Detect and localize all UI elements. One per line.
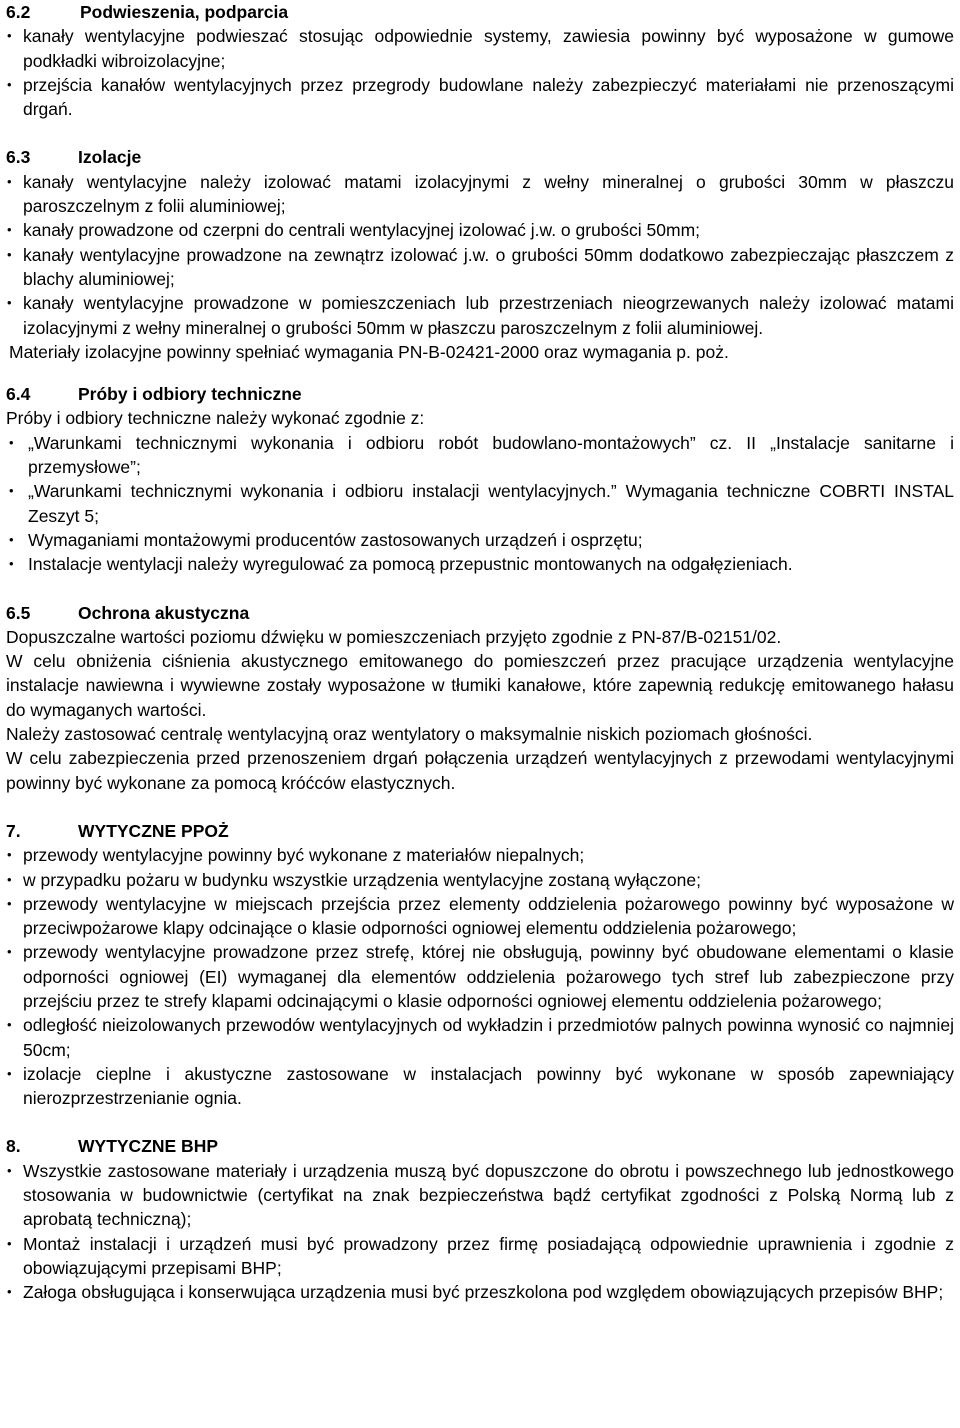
section-heading: [6, 601, 954, 625]
section-6-3: [6, 145, 954, 364]
section-number: 6.4: [6, 384, 31, 405]
list-item: • kanały prowadzone od czerpni do centrali wentylacyjnej izolować j.w. o grubości 50mm;: [6, 218, 954, 242]
section-6-5: [6, 601, 954, 795]
standard-note: Materiały izolacyjne powinny spełniać wymagania PN-B-02421-2000 oraz wymagania p. poż.: [9, 341, 729, 362]
list-item: • kanały wentylacyjne podwieszać stosując odpowiednie systemy, zawiesia powinny być wyposażone w gumowe podkładki wibroizolacyjne;: [6, 24, 954, 73]
section-heading: [6, 1134, 954, 1158]
section-title: Podwieszenia, podparcia: [80, 2, 289, 22]
paragraph: W celu obniżenia ciśnienia akustycznego emitowanego do pomieszczeń przez pracujące urządzenia wentylacyjne instalacje nawiewna i wywiewne zostały wyposażone w tłumiki kanałowe, które zapewnią redukcję emitowanego hałasu do wymaganych wartości.: [6, 651, 954, 720]
bullet-list: [6, 170, 954, 340]
section-6-4: [6, 382, 954, 576]
list-item: • „Warunkami technicznymi wykonania i odbioru robót budowlano-montażowych” cz. II „Instalacje sanitarne i przemysłowe”;: [6, 431, 954, 480]
list-item: • Załoga obsługująca i konserwująca urządzenia musi być przeszkolona pod względem obowiązujących przepisów BHP;: [6, 1280, 954, 1304]
intro-paragraph: Próby i odbiory techniczne należy wykonać zgodnie z:: [6, 408, 425, 429]
list-item: • odległość nieizolowanych przewodów wentylacyjnych od wykładzin i przedmiotów palnych powinna wynosić co najmniej 50cm;: [6, 1013, 954, 1062]
section-heading: [6, 382, 954, 406]
paragraph: Dopuszczalne wartości poziomu dźwięku w pomieszczeniach przyjęto zgodnie z PN-87/B-02151/02.: [6, 626, 782, 647]
section-title: WYTYCZNE PPOŻ: [78, 820, 229, 841]
section-6-2: [6, 0, 954, 121]
section-title: Próby i odbiory techniczne: [78, 384, 302, 405]
section-heading: [6, 0, 954, 24]
bullet-list: [6, 1159, 954, 1305]
section-title: Ochrona akustyczna: [78, 602, 250, 623]
bullet-list: [6, 24, 954, 121]
list-item: • kanały wentylacyjne prowadzone na zewnątrz izolować j.w. o grubości 50mm dodatkowo zabezpieczając płaszczem z blachy aluminiowej;: [6, 243, 954, 292]
paragraph: Należy zastosować centralę wentylacyjną oraz wentylatory o maksymalnie niskich poziomach głośności.: [6, 724, 813, 745]
list-item: • kanały wentylacyjne prowadzone w pomieszczeniach lub przestrzeniach nieogrzewanych należy izolować matami izolacyjnymi z wełny mineralnej o grubości 50mm w płaszczu paroszczelnym z folii aluminiowej.: [6, 291, 954, 340]
list-item: • Wszystkie zastosowane materiały i urządzenia muszą być dopuszczone do obrotu i powszechnego lub jednostkowego stosowania w budownictwie (certyfikat na znak bezpieczeństwa bądź certyfikat zgodności z Polską Normą lub z aprobatą techniczną);: [6, 1159, 954, 1232]
list-item: • izolacje cieplne i akustyczne zastosowane w instalacjach powinny być wykonane w sposób zapewniający nierozprzestrzenianie ognia.: [6, 1062, 954, 1111]
section-number: 6.3: [6, 147, 31, 168]
list-item: • kanały wentylacyjne należy izolować matami izolacyjnymi z wełny mineralnej o grubości 30mm w płaszczu paroszczelnym z folii aluminiowej;: [6, 170, 954, 219]
section-number: 6.5: [6, 602, 31, 623]
section-number: 6.2: [6, 2, 31, 22]
list-item: • przewody wentylacyjne w miejscach przejścia przez elementy oddzielenia pożarowego powinny być wyposażone w przeciwpożarowe klapy odcinające o klasie odporności ogniowej elementu oddzielenia pożarowego;: [6, 892, 954, 941]
bullet-list: [6, 431, 954, 577]
list-item: • Montaż instalacji i urządzeń musi być prowadzony przez firmę posiadającą odpowiednie uprawnienia i zgodnie z obowiązującymi przepisami BHP;: [6, 1232, 954, 1281]
section-title: WYTYCZNE BHP: [78, 1136, 218, 1157]
section-number: 7.: [6, 820, 21, 841]
list-item: • Wymaganiami montażowymi producentów zastosowanych urządzeń i osprzętu;: [6, 528, 954, 552]
section-title: Izolacje: [78, 147, 142, 168]
section-8: [6, 1134, 954, 1304]
section-number: 8.: [6, 1136, 21, 1157]
list-item: • przewody wentylacyjne powinny być wykonane z materiałów niepalnych;: [6, 843, 954, 867]
paragraph: W celu zabezpieczenia przed przenoszeniem drgań połączenia urządzeń wentylacyjnych z przewodami wentylacyjnymi powinny być wykonane za pomocą króćców elastycznych.: [6, 748, 954, 793]
list-item: • „Warunkami technicznymi wykonania i odbioru instalacji wentylacyjnych.” Wymagania techniczne COBRTI INSTAL Zeszyt 5;: [6, 479, 954, 528]
section-heading: [6, 145, 954, 169]
section-7: [6, 819, 954, 1111]
list-item: • Instalacje wentylacji należy wyregulować za pomocą przepustnic montowanych na odgałęzieniach.: [6, 552, 954, 576]
list-item: • przejścia kanałów wentylacyjnych przez przegrody budowlane należy zabezpieczyć materiałami nie przenoszącymi drgań.: [6, 73, 954, 122]
list-item: • przewody wentylacyjne prowadzone przez strefę, której nie obsługują, powinny być obudowane elementami o klasie odporności ogniowej (EI) wymaganej dla elementów oddzielenia pożarowego tych stref lub zabezpieczone przy przejściu przez te strefy klapami odcinającymi o klasie odporności ogniowej elementu oddzielenia pożarowego;: [6, 940, 954, 1013]
bullet-list: [6, 843, 954, 1110]
list-item: • w przypadku pożaru w budynku wszystkie urządzenia wentylacyjne zostaną wyłączone;: [6, 868, 954, 892]
section-heading: [6, 819, 954, 843]
